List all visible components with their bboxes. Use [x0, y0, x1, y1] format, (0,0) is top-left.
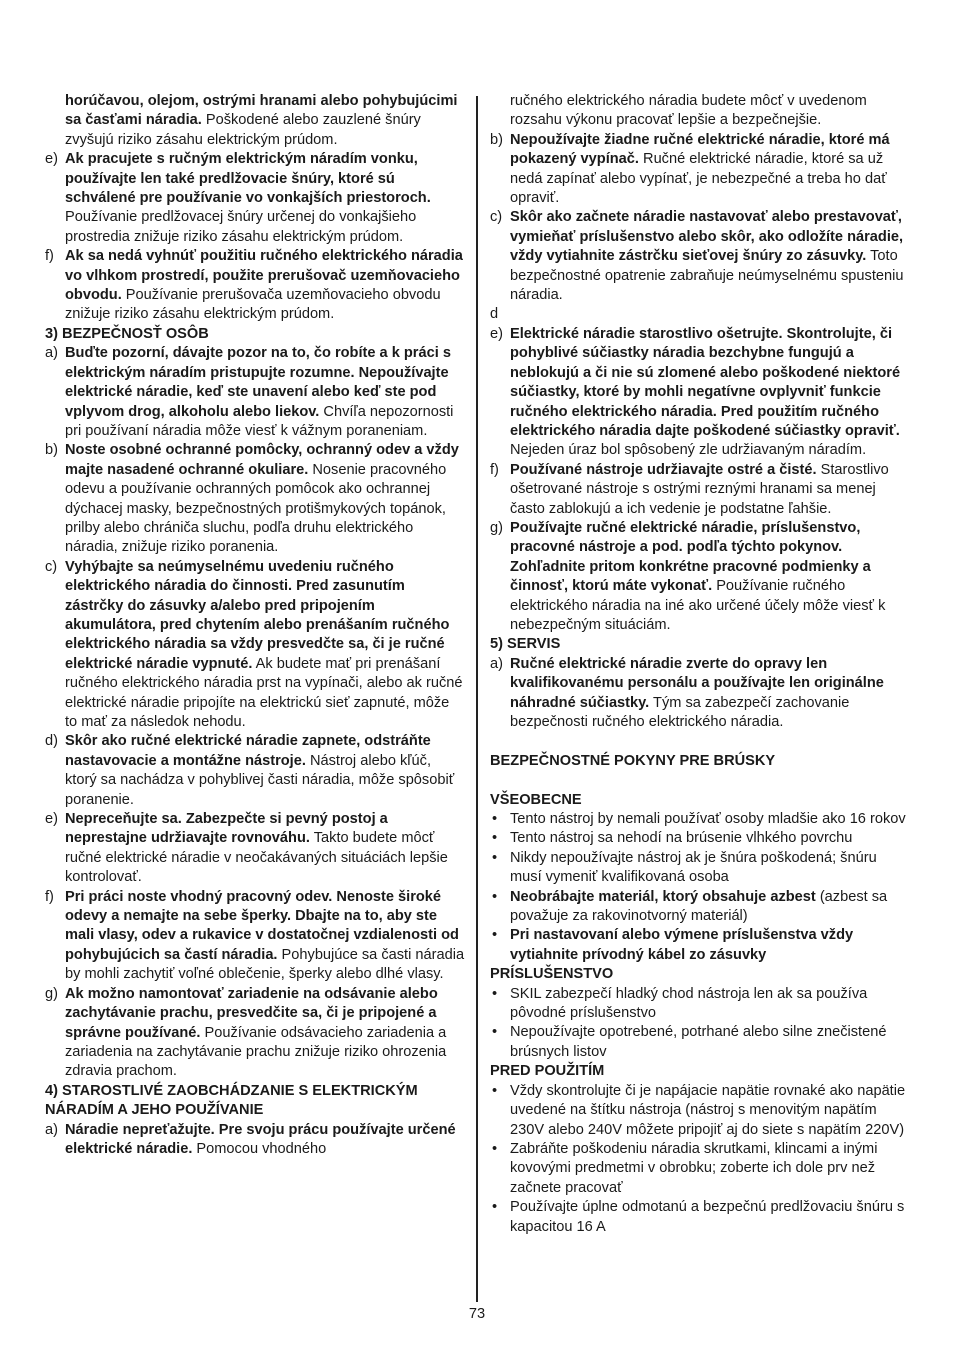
item-label: b) [490, 131, 503, 148]
regular-text: Pohybujúce sa časti náradia by mohli zachytiť voľné oblečenie, šperky alebo dlhé vlasy. [65, 946, 465, 983]
regular-text: Používanie odsávacieho zariadenia a zariadenia na zachytávanie prachu znižuje riziko ohrozenia zdravia prachom. [65, 1024, 447, 1080]
item-label: e) [45, 151, 58, 168]
item-text [510, 131, 910, 209]
section-heading: 3) BEZPEČNOSŤ OSÔB [45, 325, 209, 342]
bold-text: Ak pracujete s ručným elektrickým náradím vonku, používajte len také predlžovacie šnúry, ktoré sú schválené pre používanie vo vonkajších priestoroch. [65, 151, 431, 207]
bold-text: Pri práci noste vhodný pracovný odev. Nenoste široké odevy a nemajte na sebe šperky. Dbajte na to, aby ste mali vlasy, odev a rukavice v dostatočnej vzdialenosti od pohybujúcich sa častí náradia. [65, 888, 459, 963]
item-label: a) [45, 1121, 58, 1138]
item-label: g) [45, 985, 58, 1002]
item-text [65, 441, 465, 557]
list-item [45, 732, 465, 810]
bullet-icon: • [492, 1140, 498, 1157]
list-item [45, 810, 465, 888]
item-label: f) [45, 888, 54, 905]
page-number: 73 [468, 1306, 486, 1322]
item-text [510, 810, 910, 829]
regular-text: Tento nástroj by nemali používať osoby mladšie ako 16 rokov [510, 811, 906, 827]
regular-text: Tento nástroj sa nehodí na brúsenie vlhkého povrchu [510, 830, 853, 847]
bullet-item [490, 1198, 910, 1237]
regular-text: Zabráňte poškodeniu náradia skrutkami, klincami a inými kovovými predmetmi v obrobku; zoberte ich dole prv než začnete pracovať [510, 1140, 878, 1196]
bold-text: Neobrábajte materiál, ktorý obsahuje azbest [510, 888, 816, 905]
column-divider [476, 96, 478, 1302]
list-item [490, 519, 910, 635]
bold-text: Buďte pozorní, dávajte pozor na to, čo robíte a k práci s elektrickým náradím pristupujte rozumne. Nepoužívajte elektrické náradie, keď ste unavení alebo keď ste pod vplyvom drog, alkoholu alebo liekov. [65, 345, 451, 420]
item-text [510, 1023, 910, 1062]
item-label: b) [45, 442, 58, 459]
item-label: d) [45, 733, 58, 750]
regular-text: Používanie predlžovacej šnúry určenej do vonkajšieho prostredia znižuje riziko zásahu elektrickým prúdom. [65, 209, 417, 245]
list-item [45, 888, 465, 985]
item-label: f) [45, 248, 54, 265]
list-item [490, 305, 910, 324]
item-text [510, 655, 910, 733]
bullet-item [490, 985, 910, 1024]
item-text [510, 305, 910, 324]
item-text [510, 519, 910, 635]
bold-text: Používajte ručné elektrické náradie, príslušenstvo, pracovné nástroje a pod. podľa týchto pokynov. Zohľadnite pritom konkrétne pracovné podmienky a činnosť, ktorú máte vykonať. [510, 519, 871, 595]
item-text [510, 985, 910, 1024]
section-heading: PRED POUŽITÍM [490, 1063, 605, 1080]
bullet-icon: • [492, 1024, 498, 1041]
regular-text: Poškodené alebo zauzlené šnúry zvyšujú riziko zásahu elektrickým prúdom. [65, 112, 421, 148]
list-item [45, 150, 465, 247]
item-label: d [490, 306, 499, 323]
section-heading: 4) STAROSTLIVÉ ZAOBCHÁDZANIE S ELEKTRICKÝM NÁRADÍM A JEHO POUŽÍVANIE [45, 1082, 418, 1119]
item-text [65, 810, 465, 888]
item-text [65, 985, 465, 1082]
bullet-item [490, 1140, 910, 1198]
regular-text: Pomocou vhodného [192, 1140, 327, 1157]
item-text [65, 150, 465, 247]
item-label: e) [490, 325, 503, 342]
bullet-icon: • [492, 849, 498, 866]
bullet-icon: • [492, 985, 498, 1002]
bold-text: Nepoužívajte žiadne ručné elektrické náradie, ktoré má pokazený vypínač. [510, 131, 890, 168]
regular-text: ručného elektrického náradia budete môcť v uvedenom rozsahu výkonu pracovať lepšie a bezpečnejšie. [510, 93, 867, 129]
regular-text: Starostlivo ošetrované nástroje s ostrými reznými hranami sa menej často zablokujú a ich vedenie je podstatne ľahšie. [510, 461, 889, 517]
bold-text: horúčavou, olejom, ostrými hranami alebo pohybujúcimi sa časťami náradia. [65, 93, 458, 129]
list-item [45, 985, 465, 1082]
regular-text: (azbest sa považuje za rakovinotvorný materiál) [510, 888, 888, 925]
paragraph-continuation [45, 92, 465, 150]
item-label: f) [490, 461, 499, 478]
bullet-icon: • [492, 1082, 498, 1099]
bold-text: Elektrické náradie starostlivo ošetrujte. Skontrolujte, či pohyblivé súčiastky náradia bezchybne fungujú a neblokujú a či nie sú zlomené alebo poškodené niektoré súčiastky, ktoré by mohli negatívne ovplyvniť funkcie ručného elektrického náradia. Pred použitím ručného elektrického náradia dajte poškodené súčiastky opraviť. [510, 325, 901, 439]
bullet-icon: • [492, 830, 498, 847]
spacer [490, 771, 910, 790]
bullet-item [490, 829, 910, 848]
regular-text: Používajte úplne odmotanú a bezpečnú predlžovaciu šnúru s kapacitou 16 A [510, 1199, 905, 1235]
bullet-item [490, 1082, 910, 1140]
regular-text: Takto budete môcť ručné elektrické náradie v neočakávaných situáciách lepšie kontrolovať. [65, 830, 448, 886]
item-label: a) [45, 345, 58, 362]
item-text [510, 1198, 910, 1237]
bold-text: Skôr ako začnete náradie nastavovať alebo prestavovať, vymieňať príslušenstvo alebo skôr, ako odložíte náradie, vždy vytiahnite zástrčku sieťovej šnúry zo zásuvky. [510, 209, 904, 265]
regular-text: Chvíľa nepozornosti pri používaní náradia môže viesť k vážnym poraneniam. [65, 403, 454, 439]
item-label: a) [490, 655, 503, 672]
regular-text: Nástroj alebo kľúč, ktorý sa nachádza v pohyblivej časti náradia, môže spôsobiť poranenie. [65, 752, 455, 808]
bold-text: Vyhýbajte sa neúmyselnému uvedeniu ručného elektrického náradia do činnosti. Pred zasunutím zástrčky do zásuvky a/alebo pred pripojením akumulátora, pred chytením alebo prenášaním ručného elektrického náradia sa vždy presvedčte sa, či je ručné elektrické náradie vypnuté. [65, 558, 450, 672]
list-item [45, 1121, 465, 1160]
bullet-icon: • [492, 811, 498, 827]
bullet-item [490, 810, 910, 829]
bold-text: Pri nastavovaní alebo výmene príslušenstva vždy vytiahnite prívodný kábel zo zásuvky [510, 927, 854, 963]
bullet-icon: • [492, 888, 498, 905]
bold-text: Ak sa nedá vyhnúť použitiu ručného elektrického náradia vo vlhkom prostredí, použite prerušovač uzemňovacieho obvodu. [65, 248, 463, 304]
regular-text: Nejeden úraz bol spôsobený zle udržiavaným náradím. [510, 442, 867, 459]
bullet-icon: • [492, 927, 498, 944]
item-text [510, 325, 910, 461]
item-text [510, 1140, 910, 1198]
item-text [510, 208, 910, 305]
bullet-item [490, 849, 910, 888]
item-text [510, 829, 910, 848]
list-item [490, 461, 910, 519]
regular-text: Používanie prerušovača uzemňovacieho obvodu znižuje riziko zásahu elektrickým prúdom. [65, 287, 441, 323]
regular-text: Ručné elektrické náradie, ktoré sa už nedá zapínať alebo vypínať, je nebezpečné a treba ho dať opraviť. [510, 151, 887, 207]
section-heading: PRÍSLUŠENSTVO [490, 966, 614, 983]
item-text [65, 344, 465, 441]
item-text [510, 926, 910, 965]
item-label: e) [45, 811, 58, 828]
bullet-item [490, 888, 910, 927]
item-text [65, 732, 465, 810]
regular-text: Tým sa zabezpečí zachovanie bezpečnosti ručného elektrického náradia. [510, 694, 850, 730]
bold-text: Používané nástroje udržiavajte ostré a čisté. [510, 461, 817, 478]
item-text [510, 888, 910, 927]
section-heading: BEZPEČNOSTNÉ POKYNY PRE BRÚSKY [490, 752, 776, 769]
spacer [490, 732, 910, 751]
bold-text: Ak možno namontovať zariadenie na odsávanie alebo zachytávanie prachu, presvedčite sa, či je pripojené a správne používané. [65, 985, 438, 1041]
list-item [490, 131, 910, 209]
regular-text: Používanie ručného elektrického náradia na iné ako určené účely môže viesť k nebezpečným situáciám. [510, 578, 886, 633]
item-text [65, 888, 465, 985]
paragraph-continuation [490, 92, 910, 131]
section-heading: 5) SERVIS [490, 636, 561, 653]
regular-text: Ak budete mať pri prenášaní ručného elektrického náradia prst na vypínači, alebo ak ručné elektrické náradie pripojíte na elektrickú sieť zapnuté, môže to mať za následok nehodu. [65, 655, 463, 730]
item-label: g) [490, 519, 503, 536]
item-text [65, 1121, 465, 1160]
list-item [490, 655, 910, 733]
list-item [45, 344, 465, 441]
list-item [490, 208, 910, 305]
list-item [45, 558, 465, 733]
regular-text: Vždy skontrolujte či je napájacie napätie rovnaké ako napätie uvedené na štítku nástroja (nástroj s menovitým napätím 230V alebo 240V môžete pripojiť aj do siete s napätím 220V) [510, 1082, 906, 1138]
right-column [490, 92, 910, 1237]
item-label: c) [45, 558, 58, 575]
bold-text: Nepreceňujte sa. Zabezpečte si pevný postoj a neprestajne udržiavajte rovnováhu. [65, 811, 388, 847]
item-text [65, 247, 465, 325]
bullet-item [490, 1023, 910, 1062]
regular-text: Nosenie pracovného odevu a používanie ochranných pomôcok ako ochrannej dýchacej masky, bezpečnostných protišmykových topánok, prilby alebo chrániča sluchu, podľa druhu elektrického náradia, znižuje riziko poranenia. [65, 461, 447, 556]
bullet-icon: • [492, 1199, 498, 1216]
list-item [490, 325, 910, 461]
bullet-item [490, 926, 910, 965]
list-item [45, 247, 465, 325]
regular-text: Nepoužívajte opotrebené, potrhané alebo silne znečistené brúsnych listov [510, 1024, 887, 1060]
bold-text: Noste osobné ochranné pomôcky, ochranný odev a vždy majte nasadené ochranné okuliare. [65, 442, 459, 478]
bold-text: Ručné elektrické náradie zverte do opravy len kvalifikovanému personálu a používajte len originálne náhradné súčiastky. [510, 655, 884, 711]
bold-text: Náradie nepreťažujte. Pre svoju prácu používajte určené elektrické náradie. [65, 1121, 456, 1157]
item-text [510, 849, 910, 888]
regular-text: Toto bezpečnostné opatrenie zabraňuje neúmyselnému spusteniu náradia. [510, 248, 904, 304]
bold-text: Skôr ako ručné elektrické náradie zapnete, odstráňte nastavovacie a montážne nástroje. [65, 733, 431, 769]
item-text [65, 558, 465, 733]
section-heading: VŠEOBECNE [490, 791, 582, 808]
item-text [510, 1082, 910, 1140]
list-item [45, 441, 465, 557]
item-label: c) [490, 209, 503, 226]
item-text [510, 461, 910, 519]
left-column [45, 92, 465, 1159]
regular-text: SKIL zabezpečí hladký chod nástroja len ak sa používa pôvodné príslušenstvo [510, 985, 868, 1022]
regular-text: Nikdy nepoužívajte nástroj ak je šnúra poškodená; šnúru musí vymeniť kvalifikovaná osoba [510, 849, 877, 886]
